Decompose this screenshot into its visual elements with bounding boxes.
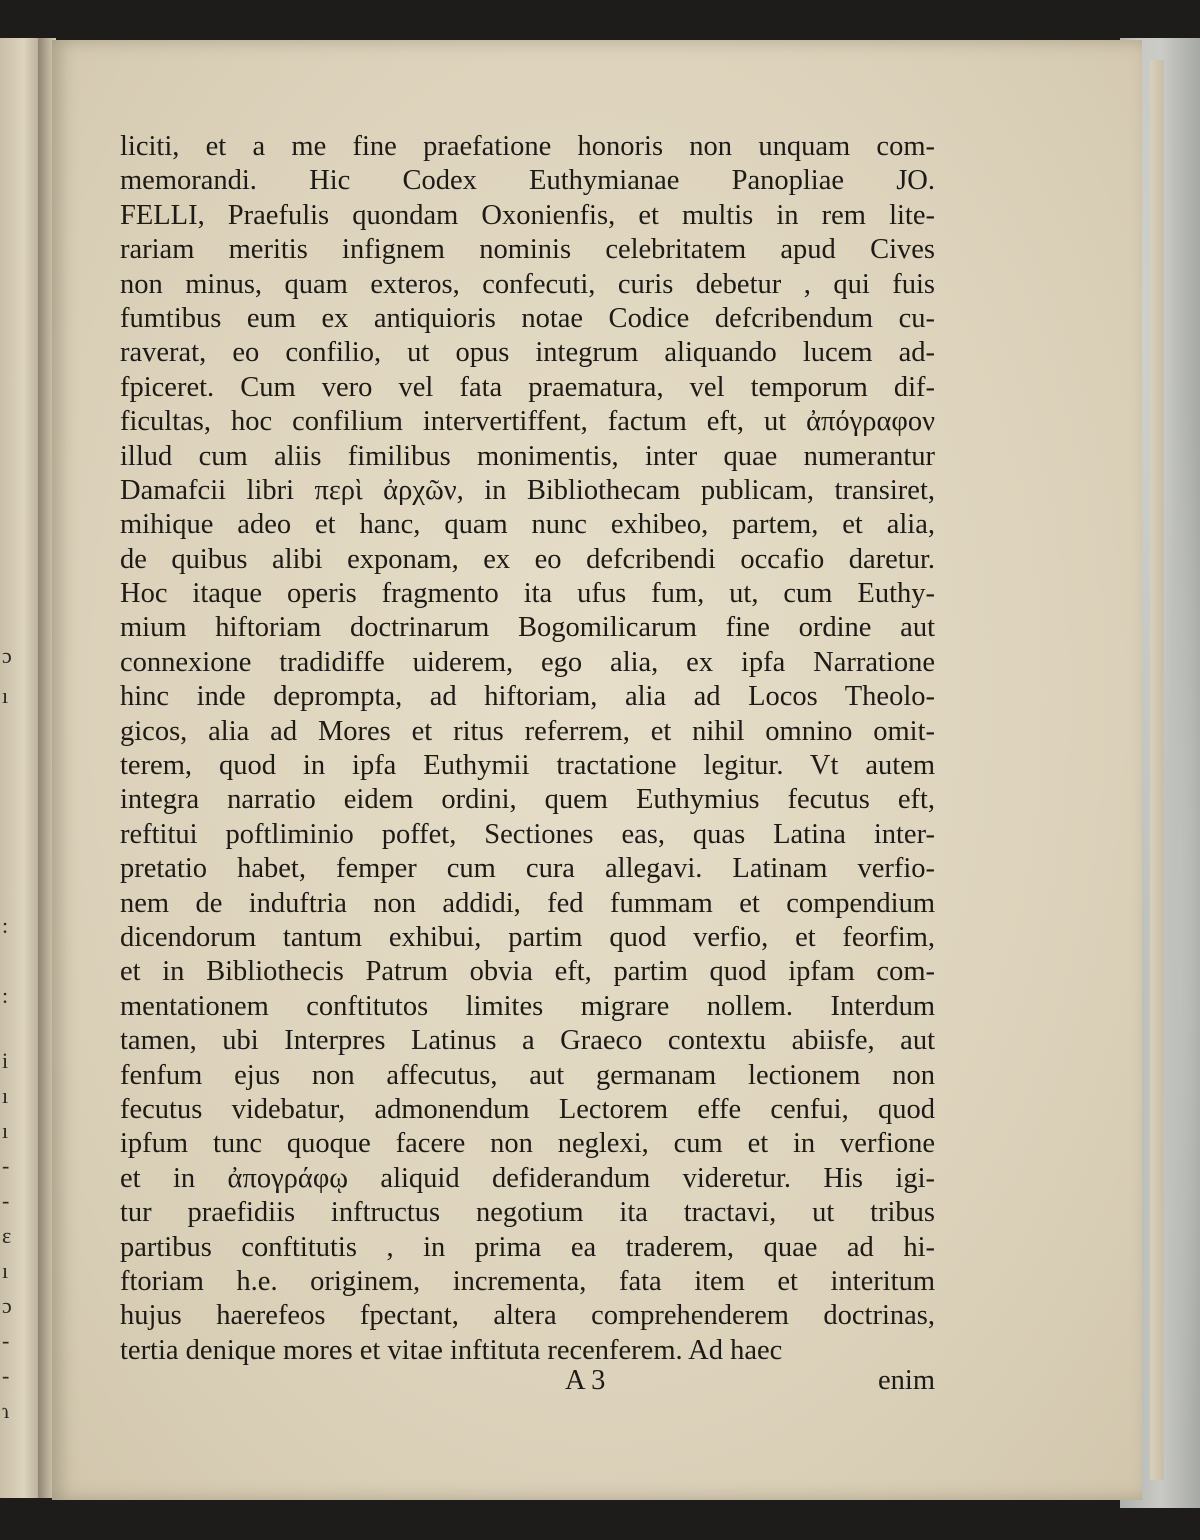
text-line: liciti, et a me fine praefatione honoris non unquam com- [120, 131, 935, 162]
left-margin-fragment: - [2, 1328, 10, 1353]
left-margin-fragment: ı [2, 1118, 9, 1143]
text-line: Damafcii libri περὶ ἀρχῶν, in Bibliothecam publicam, transiret, [120, 474, 935, 506]
text-line: pretatio habet, femper cum cura allegavi. Latinam verfio- [120, 853, 935, 885]
left-facing-page [0, 38, 40, 1498]
text-line: non minus, quam exteros, confecuti, curis debetur , qui fuis [120, 268, 935, 300]
text-line: integra narratio eidem ordini, quem Euthymius fecutus eft, [120, 784, 935, 816]
left-margin-fragment: ɛ [2, 1223, 12, 1248]
page-text [120, 130, 935, 1368]
text-line: fpiceret. Cum vero vel fata praematura, vel temporum dif- [120, 371, 935, 403]
text-line: dicendorum tantum exhibui, partim quod verfio, et feorfim, [120, 921, 935, 953]
text-line: ftoriam h.e. originem, incrementa, fata item et interitum [120, 1265, 935, 1297]
text-line: nem de induftria non addidi, fed fummam et compendium [120, 887, 935, 919]
text-line: gicos, alia ad Mores et ritus referrem, et nihil omnino omit- [120, 715, 935, 747]
text-line: fumtibus eum ex antiquioris notae Codice defcribendum cu- [120, 302, 935, 334]
text-line: ficultas, hoc confilium intervertiffent, factum eft, ut ἀπόγραφον [120, 406, 935, 438]
text-line: mium hiftoriam doctrinarum Bogomilicarum fine ordine aut [120, 612, 935, 644]
text-line: reftitui poftliminio poffet, Sectiones eas, quas Latina inter- [120, 818, 935, 850]
left-margin-fragment: - [2, 1153, 10, 1178]
left-margin-fragment: ɔ [2, 1293, 12, 1318]
text-line: FELLI, Praefulis quondam Oxonienfis, et multis in rem lite- [120, 199, 935, 231]
left-margin-fragment: : [2, 983, 9, 1008]
book-page [52, 40, 1142, 1500]
left-margin-fragment: ɔ [2, 643, 12, 668]
text-line: fenfum ejus non affecutus, aut germanam lectionem non [120, 1059, 935, 1091]
text-line: hujus haerefeos fpectant, altera comprehenderem doctrinas, [120, 1300, 935, 1332]
text-line: de quibus alibi exponam, ex eo defcribendi occafio daretur. [120, 543, 935, 575]
text-line: partibus conftitutis , in prima ea traderem, quae ad hi- [120, 1231, 935, 1263]
text-line: tamen, ubi Interpres Latinus a Graeco contextu abiisfe, aut [120, 1025, 935, 1057]
left-margin-fragment: - [2, 1188, 10, 1213]
text-line: memorandi. Hic Codex Euthymianae Panopliae JO. [120, 165, 935, 197]
text-line: ipfum tunc quoque facere non neglexi, cum et in verfione [120, 1128, 935, 1160]
text-line: tur praefidiis inftructus negotium ita tractavi, ut tribus [120, 1197, 935, 1229]
text-line: raverat, eo confilio, ut opus integrum aliquando lucem ad- [120, 337, 935, 369]
text-line: rariam meritis infignem nominis celebritatem apud Cives [120, 234, 935, 266]
text-line: mihique adeo et hanc, quam nunc exhibeo, partem, et alia, [120, 509, 935, 541]
left-margin-fragment: ı [2, 1258, 9, 1283]
left-margin-fragment: - [2, 1363, 10, 1388]
text-line: tertia denique mores et vitae inftituta recenferem. Ad haec [120, 1334, 783, 1366]
page-footer [120, 1365, 935, 1401]
text-line: fecutus videbatur, admonendum Lectorem effe cenfui, quod [120, 1093, 935, 1125]
text-line: et in ἀπογράφῳ aliquid defiderandum videretur. His igi- [120, 1162, 935, 1194]
left-margin-fragment: : [2, 913, 9, 938]
page-edges [1150, 60, 1164, 1480]
left-margin-fragment: i [2, 1048, 9, 1073]
text-line: terem, quod in ipfa Euthymii tractatione legitur. Vt autem [120, 750, 935, 782]
text-line: connexione tradidiffe uiderem, ego alia, ex ipfa Narratione [120, 646, 935, 678]
text-line: Hoc itaque operis fragmento ita ufus fum, ut, cum Euthy- [120, 578, 935, 610]
left-margin-fragment: ı [2, 1083, 9, 1108]
text-line: et in Bibliothecis Patrum obvia eft, partim quod ipfam com- [120, 956, 935, 988]
text-line: hinc inde deprompta, ad hiftoriam, alia ad Locos Theolo- [120, 681, 935, 713]
catchword: enim [878, 1365, 935, 1396]
text-line: mentationem conftitutos limites migrare nollem. Interdum [120, 990, 935, 1022]
left-margin-fragment: ı [2, 683, 9, 708]
left-margin-fragment: ɿ [2, 1398, 10, 1423]
text-line: illud cum aliis fimilibus monimentis, inter quae numerantur [120, 440, 935, 472]
signature-mark: A 3 [565, 1365, 606, 1396]
